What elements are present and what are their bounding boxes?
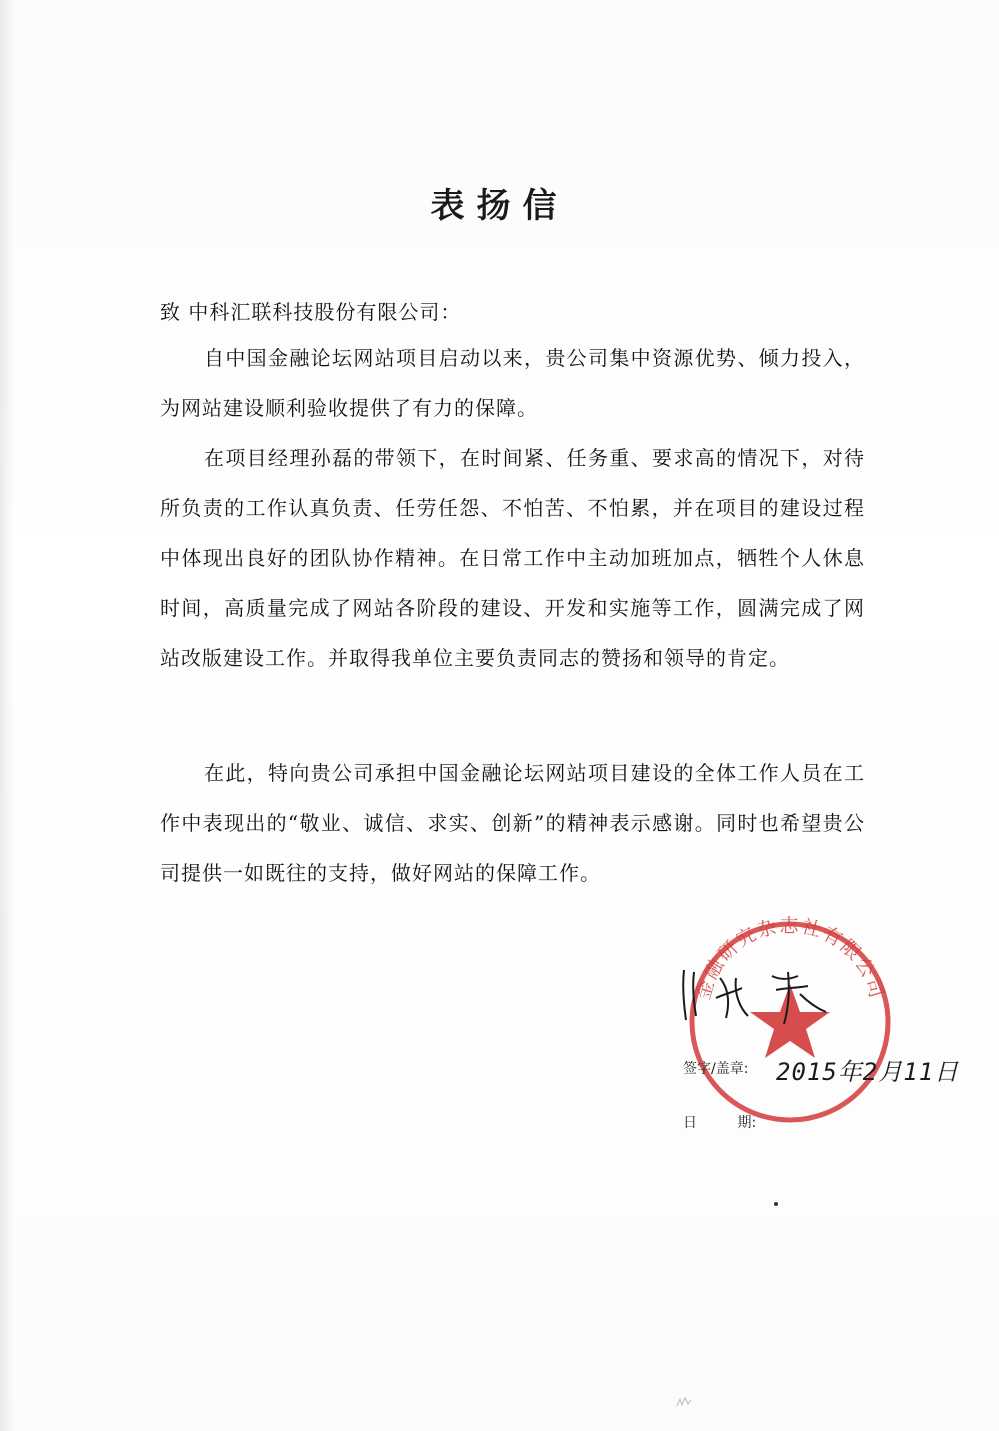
handwritten-date: 2015年2月11日 [776,1058,960,1086]
handwritten-signature [676,958,836,1028]
seal-text: 金融研究杂志社有限公司 [692,915,888,1003]
seal-graphic [680,912,900,1132]
salutation: 致 中科汇联科技股份有限公司： [160,300,462,324]
scan-dot [774,1202,778,1206]
svg-text:金融研究杂志社有限公司 [692,915,888,1002]
paragraph-2: 在项目经理孙磊的带领下，在时间紧、任务重、要求高的情况下，对待所负责的工作认真负责、任劳任怨、不怕苦、不怕累，并在项目的建设过程中体现出良好的团队协作精神。在日常工作中主动加班加点，牺牲个人休息时间，高质量完成了网站各阶段的建设、开发和实施等工作，圆满完成了网站改版建设工作。并取得我单位主要负责同志的赞扬和领导的肯定。 [160,446,865,670]
letter-title: 表扬信 [430,186,569,226]
company-seal [680,912,900,1132]
date-label: 日 期: [683,1115,757,1131]
paragraph-3: 在此，特向贵公司承担中国金融论坛网站项目建设的全体工作人员在工作中表现出的“敬业、诚信、求实、创新”的精神表示感谢。同时也希望贵公司提供一如既往的支持，做好网站的保障工作。 [160,761,865,885]
sign-label: 签字/盖章: [683,1061,749,1077]
seal-star-icon [750,984,830,1058]
scan-speck [676,1396,692,1408]
paragraph-1: 自中国金融论坛网站项目启动以来，贵公司集中资源优势、倾力投入，为网站建设顺利验收提供了有力的保障。 [160,346,865,420]
